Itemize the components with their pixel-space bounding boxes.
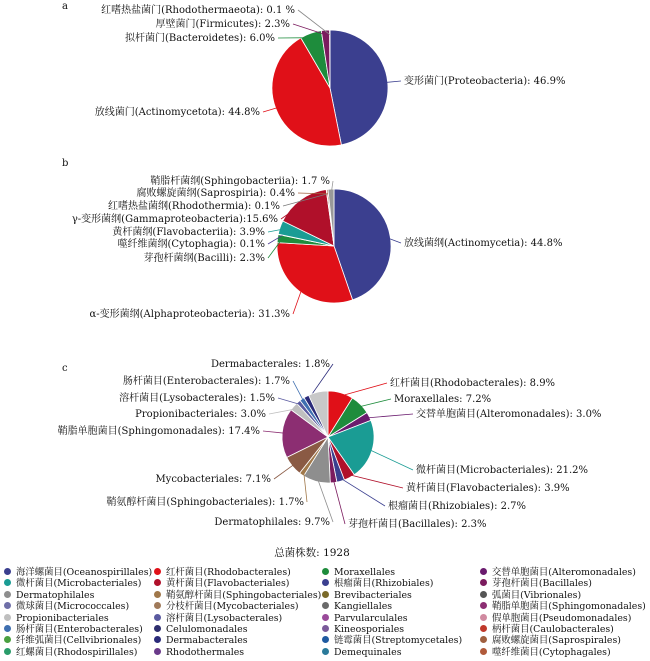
slice-label: 鞘氨醇杆菌目(Sphingobacteriales): 1.7% [106,497,304,508]
legend-label: 鞘氨醇杆菌目(Sphingobacteriales) [166,589,322,601]
legend-marker-icon [4,579,11,586]
legend-label: 柄杆菌目(Caulobacterales) [492,624,614,635]
legend-label: Brevibacteriales [334,589,412,601]
pie-slice [330,30,388,145]
legend-label: 交替单胞菌目(Alteromonadales) [492,567,636,578]
legend-item [480,590,581,602]
slice-label: 放线菌门(Actinomycetota): 44.8% [94,107,260,118]
legend-item [154,613,282,625]
slice-label: 芽孢杆菌纲(Bacilli): 2.3% [143,253,265,264]
legend-marker-icon [4,614,11,621]
legend-label: Celulomonadales [166,624,248,635]
leader-line [369,449,414,470]
legend-marker-icon [154,591,161,598]
legend-item [4,647,137,659]
slice-label: Propionibacteriales: 3.0% [135,409,266,420]
legend-marker-icon [480,614,487,621]
legend-marker-icon [480,602,487,609]
legend-item [480,635,621,647]
panel-letter-b: b [62,158,69,169]
legend-label: Propionibacteriales [16,612,109,624]
slice-label: 红嗜热盐菌门(Rhodothermaeota): 0.1 % [101,5,295,16]
legend-label: 黄杆菌目(Flavobacteriales) [166,578,290,590]
legend-label: 分枝杆菌目(Mycobacteriales) [166,601,299,613]
legend-item [322,647,402,659]
legend-item [4,578,141,590]
legend-marker-icon [480,625,487,632]
leader-line [366,414,413,418]
legend-marker-icon [4,625,11,632]
legend-label: 腐败螺旋菌目(Saprospirales) [492,635,621,647]
legend-marker-icon [322,614,329,621]
legend-label: 链霉菌目(Streptomycetales) [334,635,463,647]
legend-marker-icon [480,648,487,655]
legend-marker-icon [154,579,161,586]
leader-line [358,399,391,407]
legend-marker-icon [154,602,161,609]
legend-label: 溶杆菌目(Lysobacterales) [166,612,283,624]
slice-label: 厚壁菌门(Firmicutes): 2.3% [155,19,290,30]
leader-line [333,479,345,524]
legend-marker-icon [4,648,11,655]
leader-line [293,381,304,402]
legend-label: Parvularculales [334,612,408,624]
legend-label: 纤维弧菌目(Cellvibrionales) [16,635,142,647]
legend-item [154,590,321,602]
legend-item [154,578,289,590]
leader-line [340,383,387,396]
legend-marker-icon [322,568,329,575]
legend-marker-icon [4,602,11,609]
leader-line [274,464,295,479]
slice-label: 鞘脂单胞菌目(Sphingomonadales): 17.4% [57,426,260,437]
legend-label: 噬纤维菌目(Cytophagales) [492,646,611,658]
legend-item [322,578,433,590]
legend-label: 红杆菌目(Rhodobacterales) [166,567,291,578]
slice-label: Dermatophilales: 9.7% [214,517,330,528]
slice-label: Mycobacteriales: 7.1% [155,474,271,485]
legend-marker-icon [322,648,329,655]
legend-item [4,601,129,613]
legend-label: 肠杆菌目(Enterobacterales) [16,624,143,635]
legend-marker-icon [480,579,487,586]
legend-item [154,624,248,636]
legend-marker-icon [154,614,161,621]
legend-item [322,590,412,602]
legend-marker-icon [480,591,487,598]
legend-label: Kangiellales [334,601,393,613]
legend-item [480,647,611,659]
legend-item [322,613,408,625]
slice-label: α-变形菌纲(Alphaproteobacteria): 31.3% [89,309,290,320]
leader-line [348,474,403,488]
legend-marker-icon [480,636,487,643]
pie-chart-class [72,174,563,320]
legend-label: 假单胞菌目(Pseudomonadales) [492,612,632,624]
slice-label: 溶杆菌目(Lysobacterales): 1.5% [119,393,275,404]
slice-label: 微杆菌目(Microbacteriales): 21.2% [416,465,589,476]
legend-item [480,578,592,590]
slice-label: 变形菌门(Proteobacteria): 46.9% [404,76,566,87]
legend-item [4,613,109,625]
legend-label: 微杆菌目(Microbacteriales) [16,578,142,590]
legend-label: Demequinales [334,646,402,658]
slice-label: 放线菌纲(Actinomycetia): 44.8% [404,238,563,249]
legend-item [4,590,94,602]
slice-label: 芽孢杆菌目(Bacillales): 2.3% [348,519,487,530]
legend-marker-icon [154,568,161,575]
legend-label: Kineosporiales [334,624,405,635]
panel-letter-a: a [62,1,68,12]
slice-label: 交替单胞菌目(Alteromonadales): 3.0% [416,409,602,420]
panel-letter-c: c [62,363,68,374]
legend-item [154,647,244,659]
legend-label: 弧菌目(Vibrionales) [492,589,582,601]
legend-label: Dermatophilales [16,589,95,601]
slice-label: 拟杆菌门(Bacteroidetes): 6.0% [125,33,275,44]
legend-label: 微球菌目(Micrococcales) [16,601,130,613]
legend-marker-icon [322,602,329,609]
legend-label: 海洋螺菌目(Oceanospirillales) [16,567,153,578]
legend-item [4,635,141,647]
legend-label: 芽孢杆菌目(Bacillales) [492,578,592,590]
legend-marker-icon [322,591,329,598]
legend-marker-icon [4,591,11,598]
pie-chart-order [58,359,602,530]
legend-label: Rhodothermales [166,646,245,658]
leader-line [293,24,326,35]
legend-marker-icon [4,568,11,575]
legend-item [322,601,392,613]
slice-label: 鞘脂杆菌纲(Sphingobacteriia): 1.7 % [150,176,330,187]
total-strain-count: 总菌株数: 1928 [274,547,350,559]
legend-marker-icon [154,625,161,632]
legend-item [480,601,646,613]
legend-item [154,635,248,647]
slice-label: Moraxellales: 7.2% [394,394,492,405]
legend-marker-icon [322,636,329,643]
legend-item [480,613,631,625]
slice-label: 红嗜热盐菌纲(Rhodothermia): 0.1% [108,201,280,212]
slice-label: 肠杆菌目(Enterobacterales): 1.7% [122,376,290,387]
legend-label: 鞘脂单胞菌目(Sphingomonadales) [492,601,646,613]
slice-label: 黄杆菌目(Flavobacteriales): 3.9% [406,483,570,494]
slice-label: γ-变形菌纲(Gammaproteobacteria):15.6% [71,214,278,225]
leader-line [293,288,302,314]
legend-marker-icon [322,579,329,586]
legend-marker-icon [154,636,161,643]
order-legend [0,567,650,659]
legend-label: 红螺菌目(Rhodospirillales) [16,646,138,658]
legend-label: Dermabacterales [166,635,248,647]
slice-label: 黄杆菌纲(Flavobacteriia): 3.9% [112,227,265,238]
slice-label: 红杆菌目(Rhodobacterales): 8.9% [390,378,556,389]
legend-marker-icon [480,568,487,575]
legend-item [322,635,462,647]
slice-label: 根瘤菌目(Rhizobiales): 2.7% [388,501,527,512]
pie-chart-phylum [95,3,566,146]
leader-line [317,478,333,522]
legend-marker-icon [322,625,329,632]
legend-marker-icon [4,636,11,643]
legend-item [154,601,299,613]
legend-marker-icon [154,648,161,655]
slice-label: 腐败螺旋菌纲(Saprospiria): 0.4% [136,188,295,199]
slice-label: Dermabacterales: 1.8% [210,359,330,370]
legend-label: 根瘤菌目(Rhizobiales) [334,578,434,590]
legend-label: Moraxellales [334,567,396,578]
leader-line [278,398,301,405]
slice-label: 噬纤维菌纲(Cytophagia): 0.1% [117,239,265,250]
